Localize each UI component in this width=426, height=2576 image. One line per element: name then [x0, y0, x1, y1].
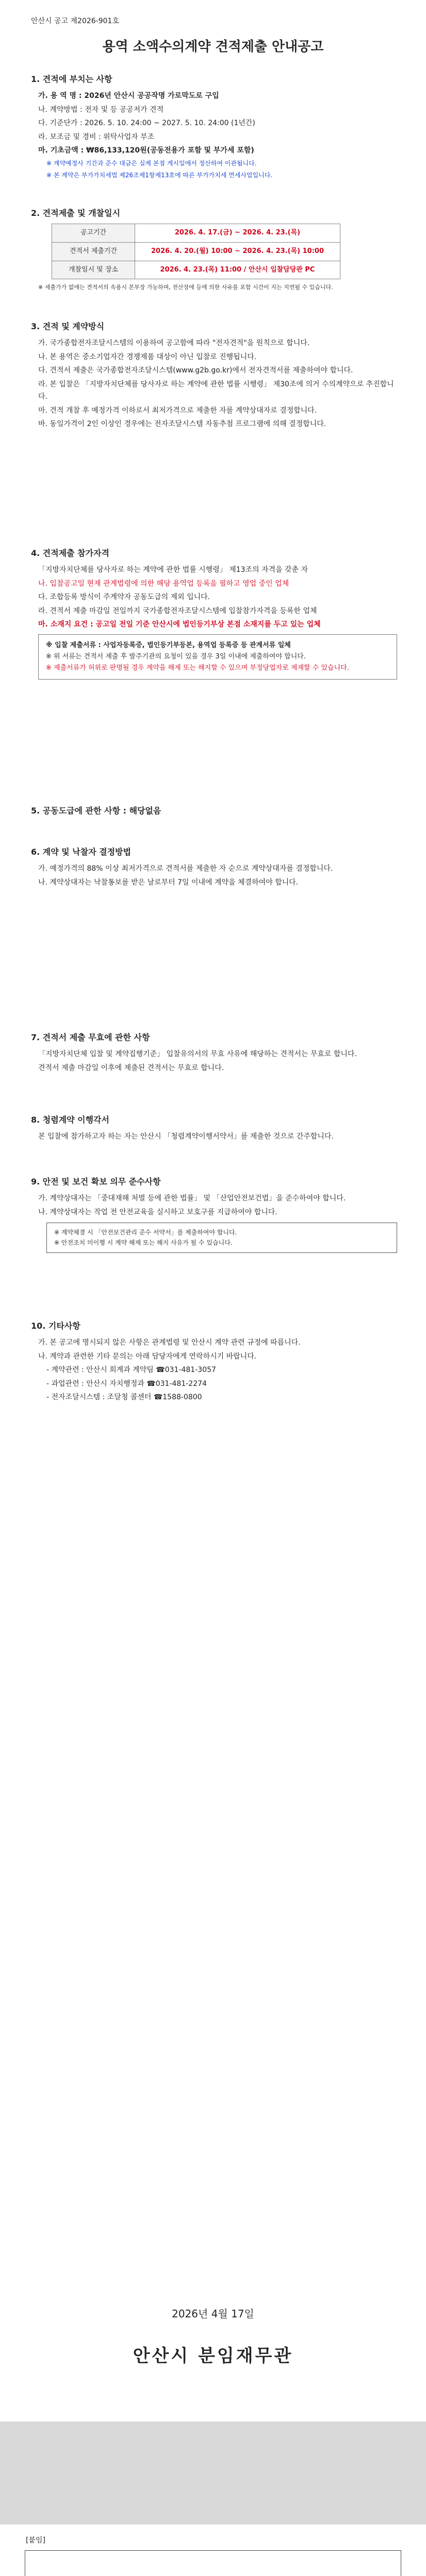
s3-item: 가. 국가종합전자조달시스템의 이용하여 공고함에 따라 "전자견적"을 원칙으로 합니다. [38, 339, 310, 347]
table-key: 공고기간 [52, 224, 135, 243]
pledge-page [0, 2524, 426, 2576]
notice-title: 용역 소액수의계약 견적제출 안내공고 [102, 39, 324, 55]
s6-item: 가. 예정가격의 88% 이상 최저가격으로 견적서를 제출한 자 순으로 계약상대자를 결정합니다. [38, 865, 333, 873]
s3-item: 다. 견적서 제출은 국가종합전자조달시스템(www.g2b.go.kr)에서 전자견적서를 제출하여야 합니다. [38, 366, 353, 375]
s1-item: 가. 용 역 명 : 2026년 안산시 공공작명 가로막도로 구입 [38, 92, 219, 100]
table-value: 2026. 4. 23.(목) 11:00 / 안산시 입찰담당관 PC [135, 261, 340, 279]
s10-contact: - 계약관련 : 안산시 회계과 계약팀 ☎031-481-3057 [46, 1366, 216, 1374]
section-7-heading: 7. 견적서 제출 무효에 관한 사항 [31, 1032, 150, 1042]
table-value: 2026. 4. 20.(월) 10:00 ~ 2026. 4. 23.(목) 10:00 [135, 242, 340, 261]
s4-box-line: ※ 입찰 제출서류 : 사업자등록증, 법인등기부등본, 용역업 등록증 등 관계서류 일체 [46, 641, 291, 649]
schedule-table [52, 224, 340, 279]
section-10 [31, 1319, 397, 1405]
s9-warn-line: ※ 계약체결 시 「안전보건관리 준수 서약서」를 제출하여야 합니다. [54, 1229, 237, 1236]
s7-item: 「지방자치단체 입찰 및 계약집행기준」 입찰유의서의 무효 사유에 해당하는 견적서는 무효로 합니다. [38, 1050, 357, 1058]
s4-item: 라. 견적서 제출 마감일 전일까지 국가종합전자조달시스템에 입찰참가자격을 등록한 업체 [38, 606, 317, 615]
section-6-heading: 6. 계약 및 낙찰자 결정방법 [31, 847, 132, 857]
section-6 [31, 845, 397, 890]
page-gap [0, 2421, 426, 2524]
s7-item: 견적서 제출 마감일 이후에 제출된 견적서는 무효로 합니다. [38, 1063, 224, 1072]
section-2 [31, 206, 397, 294]
s4-item: 「지방자치단체를 당사자로 하는 계약에 관한 법률 시행령」 제13조의 자격을 갖춘 자 [38, 566, 308, 574]
s10-contact: - 과업관련 : 안산시 자치행정과 ☎031-481-2274 [46, 1379, 207, 1388]
s4-notice-box [38, 634, 397, 680]
notice-number: 안산시 공고 제2026-901호 [31, 17, 119, 25]
table-row [52, 224, 340, 243]
s3-item: 바. 동일가격이 2인 이상인 경우에는 전자조달시스템 자동추첨 프로그램에 의해 결정합니다. [38, 420, 326, 428]
s3-item: 라. 본 입찰은 「지방자치단체를 당사자로 하는 계약에 관한 법률 시행령」 제30조에 의거 수의계약으로 추진합니다. [38, 380, 394, 401]
section-5-heading: 5. 공동도급에 관한 사항 : 해당없음 [31, 806, 161, 816]
section-7 [31, 1030, 397, 1075]
pledge-frame [25, 2550, 401, 2576]
s9-item: 가. 계약상대자는 「중대재해 처벌 등에 관한 법률」 및 「산업안전보건법」을 준수하여야 합니다. [38, 1194, 346, 1202]
s4-item: 나. 입찰공고일 현재 관계법령에 의한 해당 용역업 등록을 필하고 영업 중인 업체 [38, 579, 289, 588]
notice-signer: 안산시 분임재무관 [133, 2346, 293, 2366]
section-9-heading: 9. 안전 및 보건 확보 의무 준수사항 [31, 1177, 161, 1187]
table-value: 2026. 4. 17.(금) ~ 2026. 4. 23.(목) [135, 224, 340, 243]
notice-date: 2026년 4월 17일 [172, 2308, 254, 2320]
section-1 [31, 72, 397, 182]
section-2-heading: 2. 견적제출 및 개찰일시 [31, 208, 121, 218]
s4-item: 다. 조합등록 방식이 주계약자 공동도급의 제외 입니다. [38, 593, 210, 601]
s9-warning-box [46, 1223, 397, 1253]
table-key: 개찰일시 및 장소 [52, 261, 135, 279]
section-3 [31, 319, 397, 432]
s3-item: 마. 견적 개찰 후 예정가격 이하로서 최저가격으로 제출한 자를 계약상대자로 결정합니다. [38, 406, 317, 415]
table-row [52, 261, 340, 279]
s1-item: 나. 계약방법 : 전자 및 등 공공저가 견적 [38, 105, 164, 114]
table-key: 견적서 제출기간 [52, 242, 135, 261]
s4-box-line: ※ 제출서류가 허위로 판명될 경우 계약을 해제 또는 해지할 수 있으며 부정당업자로 제재할 수 있습니다. [46, 664, 349, 672]
s1-note: ※ 본 계약은 부가가치세법 제26조제1항제13호에 따른 부가가치세 면세사업입니다. [46, 171, 273, 179]
s1-item: 다. 기준단가 : 2026. 5. 10. 24:00 ~ 2027. 5. 10. 24:00 (1년간) [38, 119, 255, 127]
s1-item: 마. 기초금액 : ₩86,133,120원(공동전용가 포함 및 부가세 포함) [38, 146, 254, 155]
section-4-heading: 4. 견적제출 참가자격 [31, 548, 109, 558]
attachment-tag: [붙임] [26, 2536, 45, 2545]
s10-contact: - 전자조달시스템 : 조달청 콜센터 ☎1588-0800 [46, 1393, 202, 1401]
s8-item: 본 입찰에 참가하고자 하는 자는 안산시 「청렴계약이행서약서」를 제출한 것으로 간주합니다. [38, 1132, 334, 1141]
s3-item: 나. 본 용역은 중소기업자간 경쟁제품 대상이 아닌 입찰로 진행됩니다. [38, 352, 257, 361]
table-row [52, 242, 340, 261]
s1-note: ※ 계약예정사 기간과 준수 대금은 실제 본점 게시일에서 정산하여 이관됩니다. [46, 159, 257, 167]
section-8-heading: 8. 청렴계약 이행각서 [31, 1115, 109, 1125]
section-5 [31, 804, 397, 821]
s9-warn-line: ※ 안전조치 미이행 시 계약 해제 또는 해지 사유가 될 수 있습니다. [54, 1239, 233, 1247]
section-4 [31, 546, 397, 680]
s10-item: 나. 계약과 관련한 기타 문의는 아래 담당자에게 연락하시기 바랍니다. [38, 1352, 257, 1361]
section-8 [31, 1113, 397, 1144]
section-9 [31, 1175, 397, 1253]
s10-item: 가. 본 공고에 명시되지 않은 사항은 관계법령 및 안산시 계약 관련 규정에 따릅니다. [38, 1338, 301, 1347]
section-3-heading: 3. 견적 및 계약방식 [31, 321, 105, 331]
s6-item: 나. 계약상대자는 낙찰통보를 받은 날로부터 7일 이내에 계약을 체결하여야 합니다. [38, 878, 299, 887]
section-1-heading: 1. 견적에 부치는 사항 [31, 74, 112, 84]
s9-item: 나. 계약상대자는 작업 전 안전교육을 실시하고 보호구를 지급하여야 합니다. [38, 1208, 277, 1216]
s4-box-line: ※ 위 서류는 견적서 제출 후 발주기관의 요청이 있을 경우 3일 이내에 제출하여야 합니다. [46, 652, 306, 660]
s1-item: 라. 보조금 및 경비 : 위탁사업자 부조 [38, 132, 155, 141]
s4-item: 마. 소재지 요건 : 공고일 전일 기준 안산시에 법인등기부상 본점 소재지를 두고 있는 업체 [38, 620, 321, 629]
section-10-heading: 10. 기타사항 [31, 1321, 80, 1331]
s2-note: ※ 세출가가 없애는 견적서의 속용시 본부장 가능하며, 전산장에 등에 의한 사유를 포함 시간이 지는 지연될 수 있습니다. [38, 284, 333, 291]
